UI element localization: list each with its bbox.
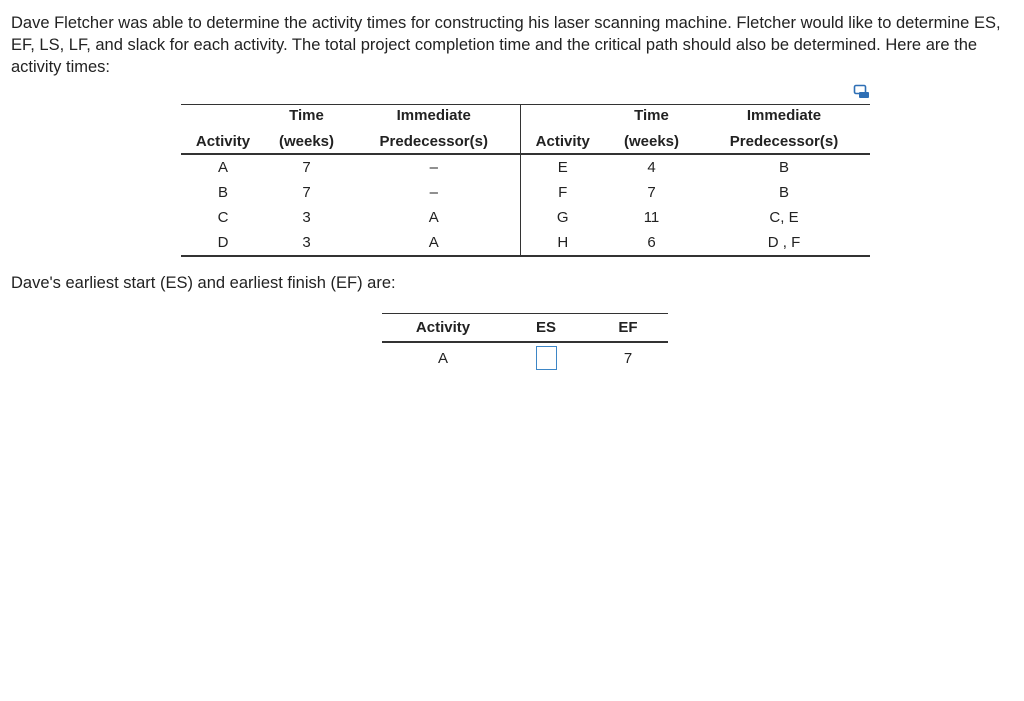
table-cell: –: [348, 154, 520, 180]
table-row: [181, 180, 870, 205]
table-cell: 7: [302, 159, 311, 176]
header-es: ES: [504, 314, 588, 343]
header-cell: Predecessor(s): [729, 133, 839, 150]
header-activity: Activity: [382, 314, 504, 343]
es-ef-answer-table: [382, 313, 668, 373]
answer-row: [382, 342, 668, 373]
header-cell: [181, 105, 265, 128]
table-cell: C, E: [769, 209, 799, 226]
answer-header-row: [382, 314, 668, 343]
table-cell: A: [348, 230, 520, 256]
table-cell: E: [557, 159, 568, 176]
header-cell: Activity: [195, 133, 251, 150]
table-cell: 11: [643, 209, 660, 226]
header-cell: (weeks): [278, 133, 335, 150]
header-cell: Immediate: [746, 107, 822, 124]
table-row: [181, 230, 870, 256]
table-cell: H: [557, 234, 569, 251]
header-cell: Predecessor(s): [348, 127, 520, 154]
header-cell: (weeks): [623, 133, 680, 150]
table-cell: 3: [302, 209, 311, 226]
table-cell: B: [778, 159, 789, 176]
activity-times-table: [181, 104, 870, 257]
header-row-bottom: [181, 127, 870, 154]
table-cell: 4: [647, 159, 656, 176]
problem-intro: Dave Fletcher was able to determine the activity times for constructing his laser scanning machine. Fletcher would like to determine ES, EF, LS, LF, and slack for each activity. The total project completion time and the critical path should also be determined. Here are the activity times:: [11, 14, 1001, 76]
header-cell: Time: [289, 107, 324, 124]
header-cell: Activity: [535, 133, 590, 150]
table-cell: 6: [647, 234, 656, 251]
table-cell: A: [348, 205, 520, 230]
table-cell: 3: [302, 234, 311, 251]
table-row: [181, 205, 870, 230]
table-cell: A: [217, 159, 228, 176]
es-cell: [504, 342, 588, 373]
header-ef: EF: [588, 314, 668, 343]
header-cell: Time: [634, 107, 669, 124]
copy-icon[interactable]: [853, 84, 871, 100]
answer-activity: A: [437, 349, 448, 367]
table-cell: F: [558, 184, 568, 201]
table-cell: D: [217, 234, 229, 251]
table-cell: B: [217, 184, 228, 201]
table-cell: B: [778, 184, 789, 201]
table-cell: C: [217, 209, 229, 226]
es-input[interactable]: [536, 346, 557, 370]
header-row-top: [181, 105, 870, 128]
question-prompt: Dave's earliest start (ES) and earliest finish (EF) are:: [11, 274, 396, 292]
table-cell: –: [348, 180, 520, 205]
table-cell: 7: [302, 184, 311, 201]
header-cell: [520, 105, 605, 128]
table-row: [181, 154, 870, 180]
header-cell: Immediate: [348, 105, 520, 128]
table-cell: D , F: [767, 234, 801, 251]
table-cell: G: [556, 209, 569, 226]
ef-value: 7: [623, 349, 633, 367]
table-cell: 7: [647, 184, 656, 201]
